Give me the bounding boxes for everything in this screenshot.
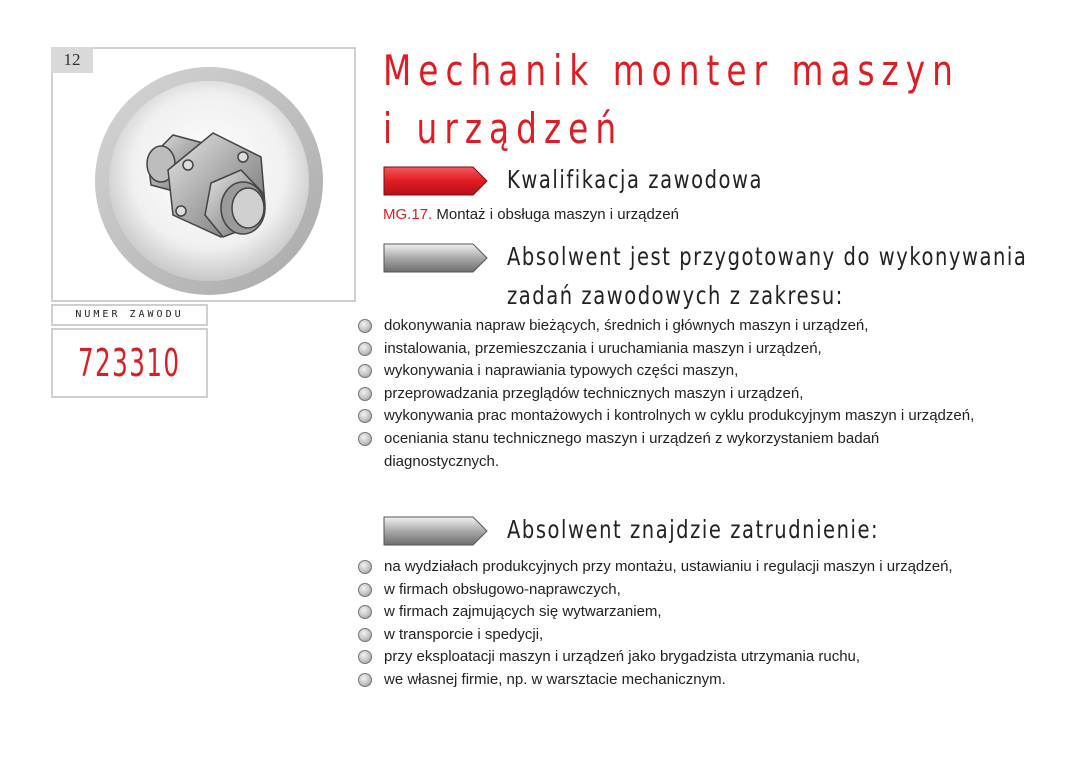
- list-item: w firmach zajmujących się wytwarzaniem,: [358, 601, 1058, 624]
- bullet-icon: [358, 342, 372, 356]
- page-title-line-1: Mechanik monter maszyn: [383, 46, 960, 95]
- qualification-code: MG.17.: [383, 206, 433, 223]
- bullet-icon: [358, 560, 372, 574]
- bullet-icon: [358, 673, 372, 687]
- list-item: przy eksploatacji maszyn i urządzeń jako brygadzista utrzymania ruchu,: [358, 646, 1058, 669]
- employment-heading: Absolwent znajdzie zatrudnienie:: [507, 515, 880, 544]
- list-item: dokonywania napraw bieżących, średnich i głównych maszyn i urządzeń,: [358, 315, 1058, 338]
- page-title-line-2: i urządzeń: [383, 104, 624, 153]
- red-arrow-banner-icon: [383, 163, 491, 199]
- bullet-icon: [358, 319, 372, 333]
- list-item: instalowania, przemieszczania i uruchamiania maszyn i urządzeń,: [358, 338, 1058, 361]
- list-item: wykonywania prac montażowych i kontrolnych w cyklu produkcyjnym maszyn i urządzeń,: [358, 405, 984, 428]
- bullet-icon: [358, 583, 372, 597]
- gray-arrow-banner-icon: [383, 240, 491, 276]
- list-item: wykonywania i naprawiania typowych części maszyn,: [358, 360, 1058, 383]
- skills-heading-line-1: Absolwent jest przygotowany do wykonywania: [507, 242, 1028, 271]
- machine-part-illustration: [93, 65, 325, 297]
- list-item: we własnej firmie, np. w warsztacie mechanicznym.: [358, 669, 1058, 692]
- qualification-line: [383, 206, 679, 223]
- list-item: przeprowadzania przeglądów technicznych maszyn i urządzeń,: [358, 383, 1058, 406]
- occupation-code-box: [51, 328, 208, 398]
- skills-heading-line-2: zadań zawodowych z zakresu:: [507, 281, 844, 310]
- employment-list: [358, 556, 1058, 692]
- occupation-code-label: NUMER ZAWODU: [51, 304, 208, 326]
- bullet-icon: [358, 432, 372, 446]
- qualification-heading: Kwalifikacja zawodowa: [507, 165, 764, 194]
- bullet-icon: [358, 628, 372, 642]
- list-item: w transporcie i spedycji,: [358, 624, 1058, 647]
- qualification-text: Montaż i obsługa maszyn i urządzeń: [436, 206, 679, 223]
- bullet-icon: [358, 387, 372, 401]
- bullet-icon: [358, 364, 372, 378]
- skills-list: [358, 315, 1058, 473]
- bullet-icon: [358, 650, 372, 664]
- bullet-icon: [358, 605, 372, 619]
- bullet-icon: [358, 409, 372, 423]
- page-number: 12: [51, 47, 93, 73]
- gray-arrow-banner-icon: [383, 513, 491, 549]
- list-item: w firmach obsługowo-naprawczych,: [358, 579, 1058, 602]
- list-item: na wydziałach produkcyjnych przy montażu, ustawianiu i regulacji maszyn i urządzeń,: [358, 556, 984, 579]
- occupation-code: 723310: [78, 341, 181, 385]
- list-item: oceniania stanu technicznego maszyn i urządzeń z wykorzystaniem badań diagnostycznych.: [358, 428, 904, 473]
